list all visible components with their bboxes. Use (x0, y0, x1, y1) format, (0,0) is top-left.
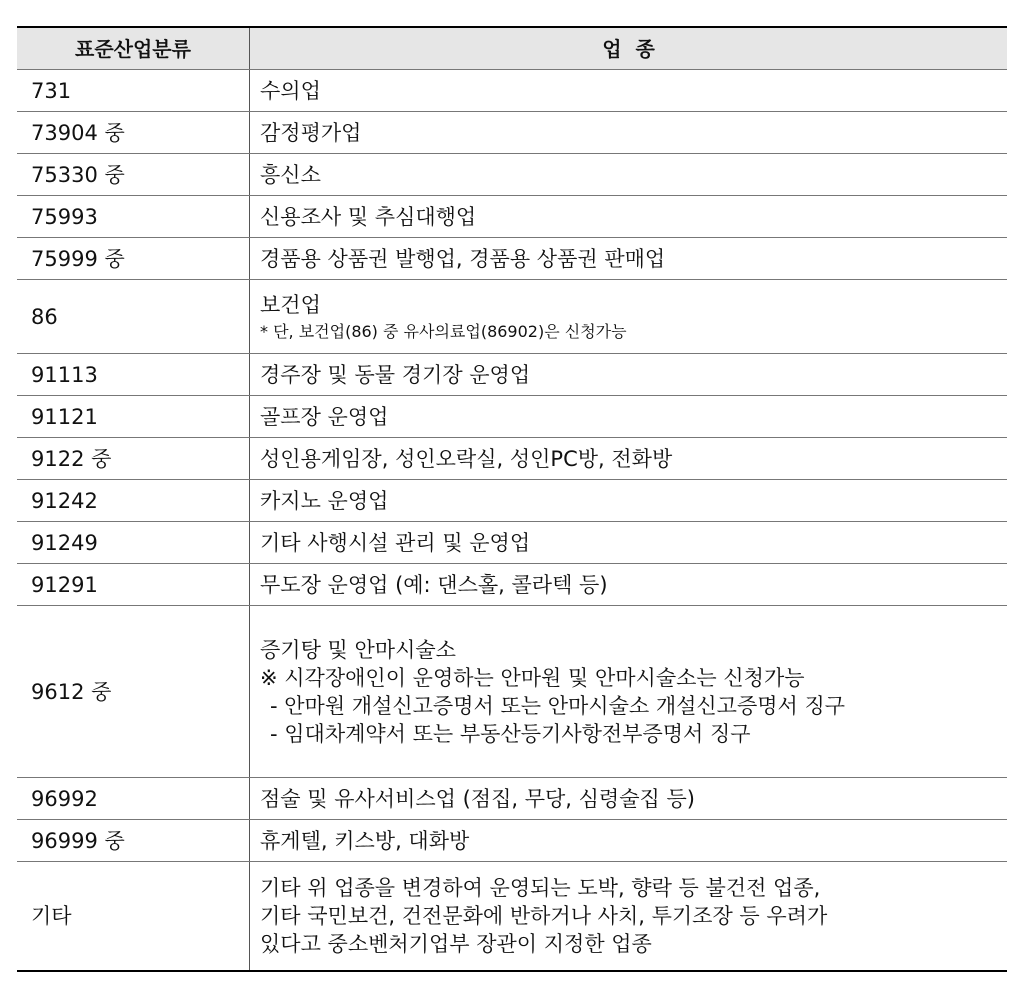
industry-line: 무도장 운영업 (예: 댄스홀, 콜라텍 등) (260, 572, 608, 597)
table-row (17, 862, 1007, 970)
industry-line: 휴게텔, 키스방, 대화방 (260, 828, 470, 853)
industry-line: 보건업 (260, 292, 321, 317)
industry-line: 수의업 (260, 78, 321, 103)
industry-note: * 단, 보건업(86) 중 유사의료업(86902)은 신청가능 (260, 321, 627, 341)
row-code: 86 (17, 280, 250, 353)
row-code: 기타 (17, 862, 250, 970)
table-row (17, 396, 1007, 438)
table-row (17, 820, 1007, 862)
row-code: 91291 (17, 564, 250, 605)
row-code: 73904 중 (17, 112, 250, 153)
bottom-rule (17, 970, 1007, 972)
table-row (17, 606, 1007, 778)
row-code: 9122 중 (17, 438, 250, 479)
row-industry (250, 70, 1007, 111)
industry-requirement: - 임대차계약서 또는 부동산등기사항전부증명서 징구 (270, 721, 751, 746)
table-header-row (17, 28, 1007, 70)
industry-line: 경주장 및 동물 경기장 운영업 (260, 362, 531, 387)
table-row (17, 438, 1007, 480)
industry-line: 감정평가업 (260, 120, 362, 145)
row-code: 91113 (17, 354, 250, 395)
industry-line: 흥신소 (260, 162, 321, 187)
industry-line: 골프장 운영업 (260, 404, 389, 429)
industry-line: 기타 위 업종을 변경하여 운영되는 도박, 향락 등 불건전 업종, (260, 876, 821, 900)
row-code: 91249 (17, 522, 250, 563)
table-row (17, 564, 1007, 606)
table-row (17, 480, 1007, 522)
industry-line: 기타 사행시설 관리 및 운영업 (260, 530, 531, 555)
row-industry (250, 154, 1007, 195)
industry-line: 증기탕 및 안마시술소 (260, 637, 456, 662)
row-industry (250, 820, 1007, 861)
row-industry (250, 862, 1007, 970)
row-industry (250, 606, 1007, 777)
row-code: 96992 (17, 778, 250, 819)
row-industry (250, 522, 1007, 563)
table-row (17, 70, 1007, 112)
row-industry (250, 196, 1007, 237)
restricted-industries-table (17, 26, 1007, 972)
table-row (17, 238, 1007, 280)
industry-line: 신용조사 및 추심대행업 (260, 204, 477, 229)
table-row (17, 112, 1007, 154)
header-industry: 업 종 (250, 28, 1007, 69)
row-industry (250, 354, 1007, 395)
table-row (17, 196, 1007, 238)
industry-line: 경품용 상품권 발행업, 경품용 상품권 판매업 (260, 246, 666, 271)
row-industry (250, 112, 1007, 153)
row-code: 96999 중 (17, 820, 250, 861)
row-code: 75999 중 (17, 238, 250, 279)
table-row (17, 154, 1007, 196)
header-code: 표준산업분류 (17, 28, 250, 69)
row-industry (250, 280, 1007, 353)
row-industry (250, 564, 1007, 605)
row-code: 91121 (17, 396, 250, 437)
row-industry (250, 396, 1007, 437)
row-industry (250, 778, 1007, 819)
industry-line: 카지노 운영업 (260, 488, 389, 513)
table-row (17, 280, 1007, 354)
industry-line: 성인용게임장, 성인오락실, 성인PC방, 전화방 (260, 446, 673, 471)
industry-line: 점술 및 유사서비스업 (점집, 무당, 심령술집 등) (260, 786, 695, 811)
row-code: 91242 (17, 480, 250, 521)
row-industry (250, 480, 1007, 521)
table-row (17, 778, 1007, 820)
industry-line: 있다고 중소벤처기업부 장관이 지정한 업종 (260, 932, 652, 956)
industry-requirement: - 안마원 개설신고증명서 또는 안마시술소 개설신고증명서 징구 (270, 693, 846, 718)
row-code: 731 (17, 70, 250, 111)
row-industry (250, 438, 1007, 479)
industry-condition: ※ 시각장애인이 운영하는 안마원 및 안마시술소는 신청가능 (260, 665, 805, 690)
row-code: 9612 중 (17, 606, 250, 777)
table-row (17, 354, 1007, 396)
row-industry (250, 238, 1007, 279)
industry-line: 기타 국민보건, 건전문화에 반하거나 사치, 투기조장 등 우려가 (260, 904, 828, 928)
table-row (17, 522, 1007, 564)
row-code: 75993 (17, 196, 250, 237)
row-code: 75330 중 (17, 154, 250, 195)
